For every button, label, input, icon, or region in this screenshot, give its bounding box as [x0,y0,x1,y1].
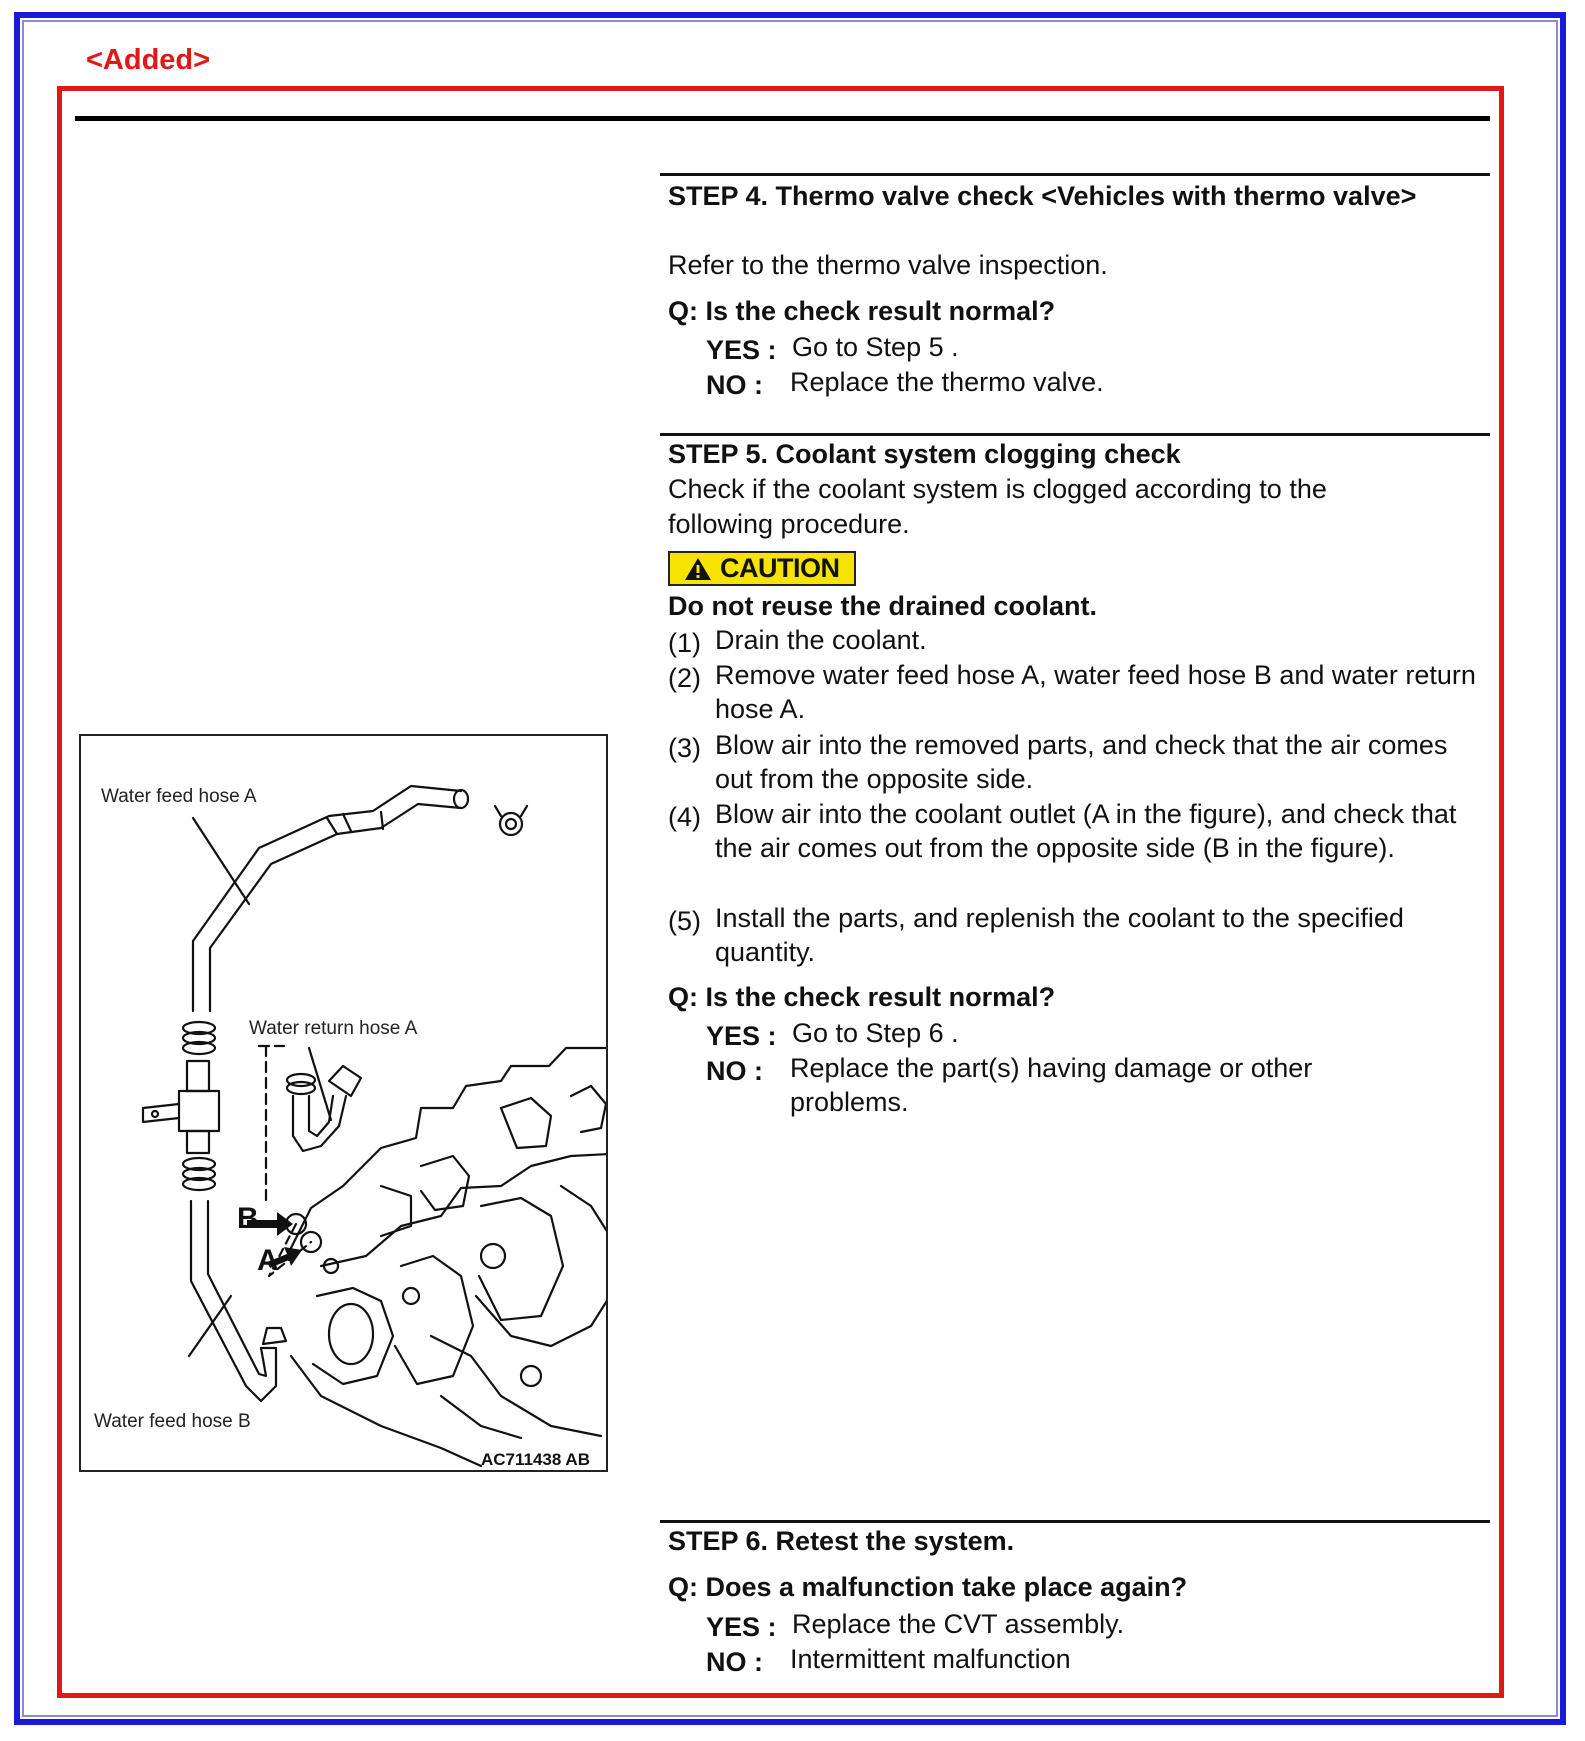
caution-label: CAUTION [720,553,840,583]
step5-no-text: Replace the part(s) having damage or other problems. [790,1053,1313,1117]
step5-yes-key: YES : [706,1021,777,1051]
procedure-num-2: (2) [668,663,701,693]
caution-text: Do not reuse the drained coolant. [668,591,1098,621]
step5-rule [660,433,1490,436]
procedure-text-4: Blow air into the coolant outlet (A in the figure), and check that the air comes out from the opposite side (B in the figure). [715,799,1457,863]
warning-triangle-icon [684,557,712,581]
step4-rule [660,173,1490,176]
step4-instruction: Refer to the thermo valve inspection. [668,250,1108,280]
procedure-text-1: Drain the coolant. [715,625,927,655]
step6-yes-key: YES : [706,1612,777,1642]
hose-diagram-illustration [81,736,608,1472]
step5-intro-line1: Check if the coolant system is clogged according to the [668,474,1327,504]
label-water-feed-hose-b: Water feed hose B [94,1411,251,1432]
step6-yes-text: Replace the CVT assembly. [792,1609,1125,1639]
procedure-num-5: (5) [668,906,701,936]
procedure-text-2: Remove water feed hose A, water feed hose B and water return hose A. [715,660,1476,724]
step4-no-text: Replace the thermo valve. [790,367,1104,397]
step4-question: Q: Is the check result normal? [668,296,1056,326]
step5-intro-line2: following procedure. [668,509,910,539]
step5-title: STEP 5. Coolant system clogging check [668,439,1181,469]
step6-question: Q: Does a malfunction take place again? [668,1572,1188,1602]
step6-no-key: NO : [706,1647,763,1677]
hose-diagram-figure [79,734,608,1472]
letter-a: A [257,1244,279,1277]
top-rule [75,116,1490,121]
step6-rule [660,1520,1490,1523]
step6-title: STEP 6. Retest the system. [668,1526,1015,1556]
step4-yes-text: Go to Step 5 . [792,332,959,362]
label-water-return-hose-a: Water return hose A [249,1018,418,1039]
procedure-num-4: (4) [668,802,701,832]
procedure-num-1: (1) [668,628,701,658]
added-label: <Added> [86,44,211,76]
caution-badge [668,551,856,586]
step5-yes-text: Go to Step 6 . [792,1018,959,1048]
step6-no-text: Intermittent malfunction [790,1644,1071,1674]
letter-b: B [237,1202,259,1235]
step4-no-key: NO : [706,370,763,400]
figure-code: AC711438 AB [481,1450,590,1469]
step5-no-key: NO : [706,1056,763,1086]
procedure-text-5: Install the parts, and replenish the coolant to the specified quantity. [715,903,1404,967]
procedure-text-3: Blow air into the removed parts, and check that the air comes out from the opposite side. [715,730,1448,794]
step5-question: Q: Is the check result normal? [668,982,1056,1012]
step4-yes-key: YES : [706,335,777,365]
label-water-feed-hose-a: Water feed hose A [101,786,257,807]
step4-title: STEP 4. Thermo valve check <Vehicles with thermo valve> [668,181,1417,211]
procedure-num-3: (3) [668,733,701,763]
